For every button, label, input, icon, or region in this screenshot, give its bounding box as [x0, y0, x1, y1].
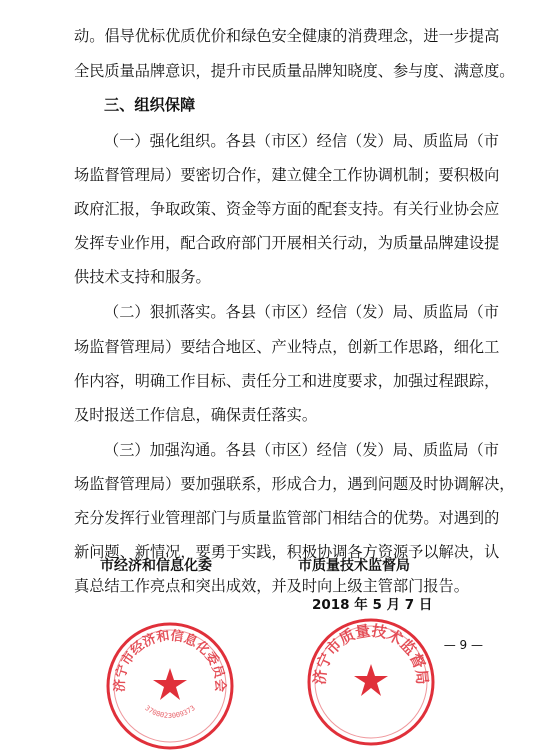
paragraph-line: 发挥专业作用，配合政府部门开展相关行动，为质量品牌建设提	[74, 234, 500, 252]
paragraph-line: 及时报送工作信息，确保责任落实。	[74, 406, 317, 424]
paragraph-line: 场监督管理局）要结合地区、产业特点，创新工作思路，细化工	[74, 338, 500, 356]
signature-right: 市质量技术监督局	[298, 558, 410, 574]
seal-code: 3708023009373	[143, 704, 197, 720]
section-heading: 三、组织保障	[104, 96, 196, 114]
paragraph-line: （三）加强沟通。各县（市区）经信（发）局、质监局（市	[104, 441, 499, 459]
paragraph-line: 充分发挥行业管理部门与质量监管部门相结合的优势。对遇到的	[74, 509, 500, 527]
paragraph-line: 真总结工作亮点和突出成效，并及时向上级主管部门报告。	[74, 577, 469, 595]
seal-stamp-quality-bureau	[305, 616, 437, 748]
seal-text: 济宁市质量技术监督局	[310, 621, 432, 686]
paragraph-line: 场监督管理局）要密切合作，建立健全工作协调机制；要积极向	[74, 166, 500, 184]
signature-date: 2018 年 5 月 7 日	[312, 597, 433, 613]
seal-text: 济宁市经济和信息化委员会	[112, 628, 228, 693]
svg-text:3708023009373	[143, 704, 196, 720]
paragraph-line: 场监督管理局）要加强联系，形成合力，遇到问题及时协调解决，	[74, 475, 515, 493]
star-icon	[153, 668, 187, 700]
paragraph-line: （二）狠抓落实。各县（市区）经信（发）局、质监局（市	[104, 303, 499, 321]
seal-stamp-economic-commission	[104, 620, 236, 752]
paragraph-line: 政府汇报，争取政策、资金等方面的配套支持。有关行业协会应	[74, 200, 500, 218]
paragraph-line: 新问题、新情况，要勇于实践，积极协调各方资源予以解决，认	[74, 543, 500, 561]
body-line: 动。倡导优标优质优价和绿色安全健康的消费理念，进一步提高	[74, 27, 500, 45]
star-icon	[354, 664, 388, 696]
body-line: 全民质量品牌意识，提升市民质量品牌知晓度、参与度、满意度。	[74, 62, 515, 80]
page-number: — 9 —	[443, 638, 483, 652]
signature-left: 市经济和信息化委	[100, 558, 212, 574]
paragraph-line: （一）强化组织。各县（市区）经信（发）局、质监局（市	[104, 132, 499, 150]
paragraph-line: 作内容，明确工作目标、责任分工和进度要求，加强过程跟踪，	[74, 372, 500, 390]
paragraph-line: 供技术支持和服务。	[74, 268, 211, 286]
